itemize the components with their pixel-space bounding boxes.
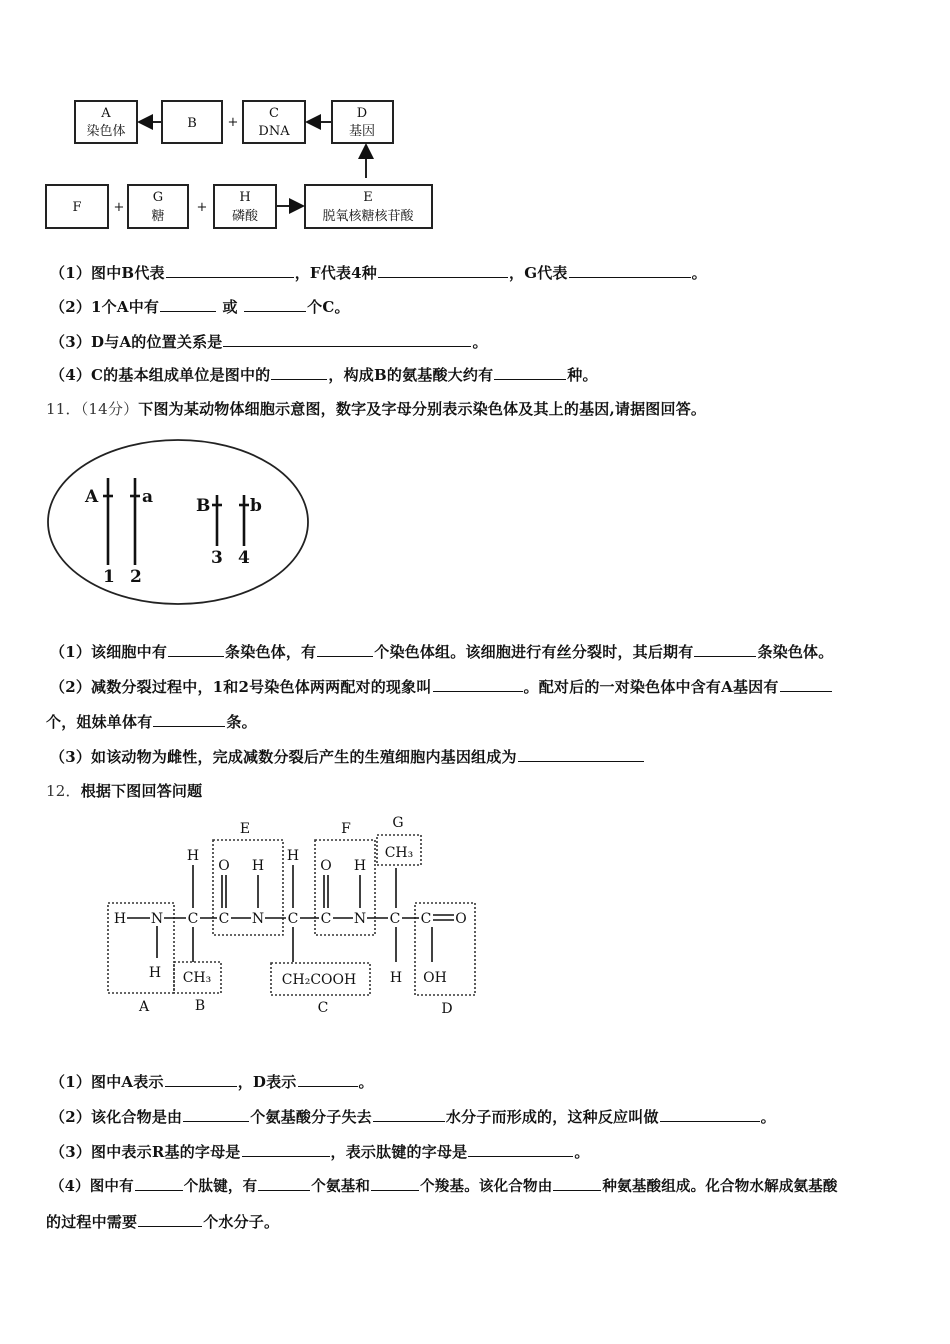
label-a: A [101,106,111,121]
text: 个羧基。该化合物由 [420,1178,553,1195]
text: 个C。 [307,298,350,316]
label-phosphate: 磷酸 [231,209,259,224]
text: （1）图中A表示 [50,1073,164,1091]
q12-subquestion-4 [50,1175,838,1196]
label-h: H [239,190,251,205]
plus-sign: + [227,115,239,130]
text: 个水分子。 [203,1213,280,1231]
text: ，D表示 [237,1073,297,1091]
atom-h: H [186,848,200,864]
label-d: D [356,106,368,121]
atom-h: H [389,970,403,986]
atom-h: H [353,858,367,874]
q12-subquestion-4-cont [46,1211,279,1232]
atom-o: O [320,858,332,874]
answer-blank[interactable] [553,1176,601,1191]
answer-blank[interactable] [183,1107,249,1122]
gene-A: A [85,487,99,507]
group-ch3: CH₃ [384,845,414,861]
answer-blank[interactable] [138,1212,202,1227]
box-label-D: D [441,1001,453,1017]
box-label-F: F [341,821,351,837]
text: （3）图中表示R基的字母是 [50,1143,241,1161]
box-label-C: C [317,1000,329,1016]
atom-n: N [150,911,164,927]
q12-subquestion-3 [50,1141,590,1162]
text: 。 [574,1143,590,1161]
atom-o: O [455,911,467,927]
question-stem: 下图为某动物体细胞示意图，数字及字母分别表示染色体及其上的基因,请据图回答。 [138,400,707,418]
atom-c: C [389,911,401,927]
box-label-A: A [138,999,150,1015]
atom-h: H [251,858,265,874]
text: （2）该化合物是由 [50,1108,183,1126]
question-score: （14分） [80,400,139,418]
atom-o: O [218,858,230,874]
label-gene: 基因 [348,124,376,139]
box-label-G: G [392,815,404,831]
text: 种。 [567,366,598,384]
label-sugar: 糖 [151,209,165,224]
gene-B: B [196,496,211,516]
text: 。配对后的一对染色体中含有A基因有 [523,678,779,696]
text: （1）图中B代表 [50,264,165,282]
label-g: G [152,190,164,205]
answer-blank[interactable] [135,1176,183,1191]
answer-blank[interactable] [165,1072,237,1087]
text: 水分子而形成的，这种反应叫做 [445,1108,659,1126]
chromosome-label-3: 3 [211,548,223,568]
text: 或 [217,298,244,316]
plus-sign: + [113,200,125,215]
text: 。 [691,264,707,282]
text: （1）该细胞中有 [50,643,168,661]
text: 条。 [226,713,257,731]
text: ，G代表 [509,264,568,282]
group-oh: OH [423,970,447,986]
gene-a: a [142,487,154,507]
answer-blank[interactable] [373,1107,445,1122]
atom-h: H [113,911,127,927]
answer-blank[interactable] [468,1142,573,1157]
atom-n: N [251,911,265,927]
chromosome-label-2: 2 [130,567,142,587]
answer-blank[interactable] [258,1176,310,1191]
chromosome-label-4: 4 [238,548,250,568]
atom-c: C [218,911,230,927]
text: 个肽键，有 [183,1178,258,1195]
plus-sign: + [196,200,208,215]
atom-c: C [287,911,299,927]
text: （2）减数分裂过程中，1和2号染色体两两配对的现象叫 [50,678,432,696]
text: 个，姐妹单体有 [46,713,153,731]
chromosome-label-1: 1 [103,567,115,587]
label-dna: DNA [258,124,290,139]
text: 。 [760,1108,776,1126]
question-number: 11． [46,400,81,418]
text: （3）D与A的位置关系是 [50,333,223,351]
text: 个氨基酸分子失去 [250,1108,372,1126]
text: ，表示肽键的字母是 [330,1143,468,1161]
label-chromosome: 染色体 [86,124,126,139]
text: 条染色体，有 [225,643,317,661]
question-number: 12． [46,782,81,800]
q12-subquestion-1 [50,1071,374,1092]
answer-blank[interactable] [242,1142,330,1157]
label-c: C [269,106,279,121]
text: 的过程中需要 [46,1213,138,1231]
atom-c: C [187,911,199,927]
label-deoxynucleotide: 脱氧核糖核苷酸 [322,209,414,224]
label-e: E [363,190,373,205]
atom-h: H [286,848,300,864]
answer-blank[interactable] [371,1176,419,1191]
box-label-B: B [194,998,206,1014]
text: 个染色体组。该细胞进行有丝分裂时，其后期有 [374,643,694,661]
text: ，构成B的氨基酸大约有 [328,366,494,384]
box-label-E: E [239,821,251,837]
gene-b: b [250,496,262,516]
text: 。 [472,333,488,351]
text: （3）如该动物为雌性，完成减数分裂后产生的生殖细胞内基因组成为 [50,748,517,766]
atom-h: H [148,965,162,981]
text: （4）C的基本组成单位是图中的 [50,366,271,384]
text: 个氨基和 [311,1178,371,1195]
group-ch3: CH₃ [182,970,212,986]
text: 种氨基酸组成。化合物水解成氨基酸 [602,1178,838,1195]
question-stem: 根据下图回答问题 [80,782,203,800]
atom-c: C [320,911,332,927]
group-ch2cooh: CH₂COOH [281,972,357,988]
text: （4）图中有 [50,1178,134,1195]
text: 。 [358,1073,374,1091]
atom-c: C [420,911,432,927]
answer-blank[interactable] [660,1107,760,1122]
answer-blank[interactable] [298,1072,358,1087]
text: ，F代表4种 [294,264,378,282]
label-b: B [187,116,197,131]
text: 条染色体。 [757,643,834,661]
text: （2）1个A中有 [50,298,160,316]
label-f: F [72,200,82,215]
q12-subquestion-2 [50,1106,776,1127]
atom-n: N [353,911,367,927]
